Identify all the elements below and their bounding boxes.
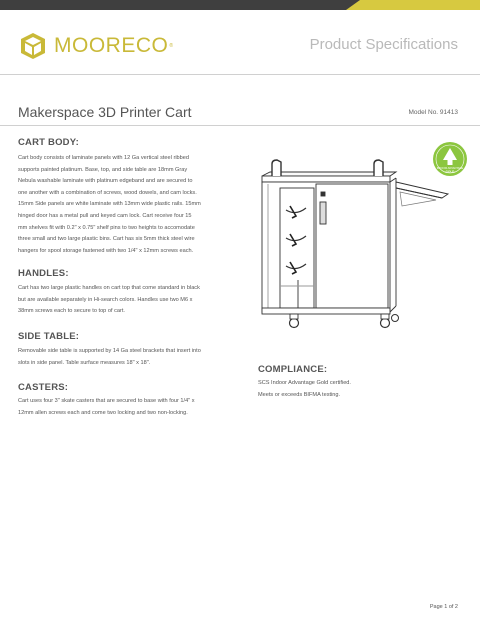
side-table-heading: SIDE TABLE: — [18, 331, 80, 342]
mooreco-cube-icon — [18, 31, 48, 61]
header-divider — [0, 74, 480, 75]
page-number: Page 1 of 2 — [429, 604, 458, 610]
compliance-text: SCS Indoor Advantage Gold certified. Meets or exceeds BIFMA testing. — [258, 380, 351, 398]
handles-text: Cart has two large plastic handles on cart top that come standard in black but are available separately in Hi-search colors. Handles use two M6 x 38mm screws each to secure to top of cart. — [18, 285, 200, 315]
title-divider — [0, 125, 480, 126]
top-bar-accent — [360, 0, 480, 10]
brand-logo — [18, 30, 173, 62]
brand-trademark: ® — [169, 43, 174, 49]
cart-body-text: Cart body consists of laminate panels with 12 Ga vertical steel ribbed supports painted platinum. Base, top, and side table are 18mm Gray Nebula washable laminate with platinum edgeband and are secured to one another with a combination of screws, wood dowels, and cam locks. 15mm Side panels are white laminate with 13mm wide plastic rails. 15mm hinged door has a metal pull and keyed cam lock. Cart receive four 15 mm shelves fit with 0.2" x 0.75" shelf pins to two heights to accomodate three small and two large plastic bins. Cart has six 5mm thick steel wire hangers for spool storage fastened with two 1/4" x 12mm screws each. — [18, 155, 201, 254]
cart-body-heading: CART BODY: — [18, 137, 79, 148]
product-title: Makerspace 3D Printer Cart — [18, 104, 192, 120]
badge-line2: GOLD — [445, 169, 455, 174]
page-heading: Product Specifications — [309, 36, 458, 53]
casters-heading: CASTERS: — [18, 382, 69, 393]
casters-text: Cart uses four 3" skate casters that are secured to base with four 1/4" x 12mm allen screws each and come two locking and two non-locking. — [18, 398, 195, 416]
badge-line1: INDOOR ADVANTAGE — [436, 167, 464, 170]
printer-cart-line-drawing-icon — [250, 158, 450, 334]
model-number: Model No. 91413 — [408, 109, 458, 116]
handles-heading: HANDLES: — [18, 268, 69, 279]
compliance-heading: COMPLIANCE: — [258, 364, 328, 375]
brand-name: MOORECO — [54, 34, 169, 57]
side-table-text: Removable side table is supported by 14 Ga steel brackets that insert into slots in side panel. Table surface measures 18" x 18". — [18, 348, 201, 366]
top-bar — [0, 0, 480, 10]
